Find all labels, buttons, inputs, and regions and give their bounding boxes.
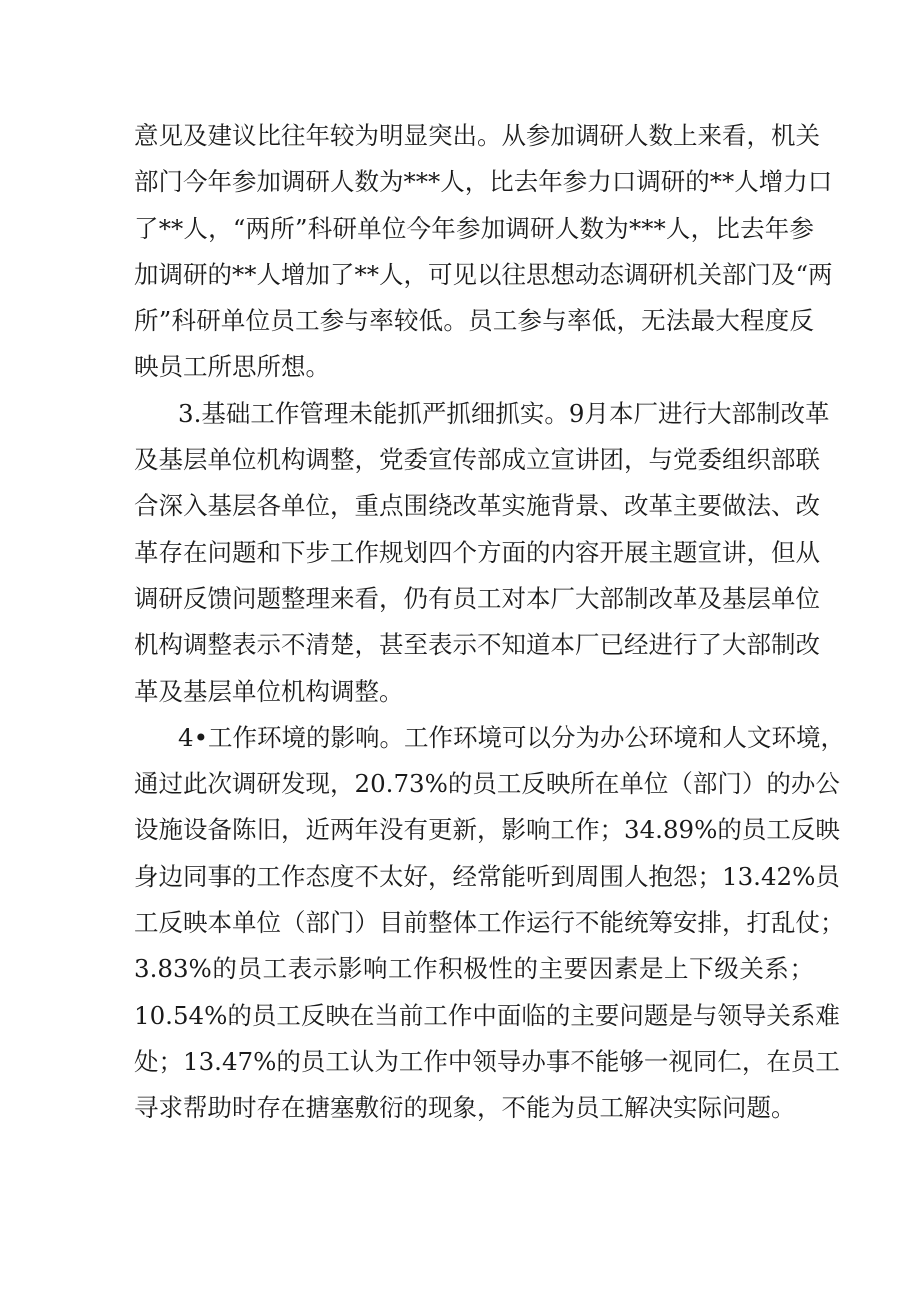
text-line: 通过此次调研发现，20.73%的员工反映所在单位（部门）的办公 — [134, 769, 840, 799]
text-line: 工反映本单位（部门）目前整体工作运行不能统筹安排，打乱仗； — [134, 908, 845, 938]
text-line: 3.基础工作管理未能抓严抓细抓实。9月本厂进行大部制改革 — [178, 398, 830, 428]
text-line: 10.54%的员工反映在当前工作中面临的主要问题是与领导关系难 — [134, 1000, 840, 1030]
text-line: 合深入基层各单位，重点围绕改革实施背景、改革主要做法、改 — [134, 491, 820, 521]
text-line: 3.83%的员工表示影响工作积极性的主要因素是上下级关系； — [134, 954, 814, 984]
text-line: 处；13.47%的员工认为工作中领导办事不能够一视同仁，在员工 — [134, 1046, 840, 1076]
text-line: 革存在问题和下步工作规划四个方面的内容开展主题宣讲，但从 — [134, 537, 820, 567]
document-body — [134, 113, 846, 1132]
text-line: 设施设备陈旧，近两年没有更新，影响工作；34.89%的员工反映 — [134, 815, 840, 845]
text-line: 寻求帮助时存在搪塞敷衍的现象，不能为员工解决实际问题。 — [134, 1093, 796, 1123]
text-line: 革及基层单位机构调整。 — [134, 676, 404, 706]
text-line: 部门今年参加调研人数为***人，比去年参力口调研的**人增力口 — [134, 167, 833, 197]
text-line: 加调研的**人增加了**人，可见以往思想动态调研机关部门及“两 — [134, 259, 833, 289]
text-line: 机构调整表示不清楚，甚至表示不知道本厂已经进行了大部制改 — [134, 630, 820, 660]
text-line: 所”科研单位员工参与率较低。员工参与率低，无法最大程度反 — [134, 306, 814, 336]
text-line: 4•工作环境的影响。工作环境可以分为办公环境和人文环境， — [178, 722, 846, 752]
text-line: 了**人，“两所”科研单位今年参加调研人数为***人，比去年参 — [134, 213, 814, 243]
text-line: 调研反馈问题整理来看，仍有员工对本厂大部制改革及基层单位 — [134, 583, 820, 613]
text-line: 身边同事的工作态度不太好，经常能听到周围人抱怨；13.42%员 — [134, 861, 840, 891]
text-line: 映员工所思所想。 — [134, 352, 330, 382]
text-line: 及基层单位机构调整，党委宣传部成立宣讲团，与党委组织部联 — [134, 445, 820, 475]
text-line: 意见及建议比往年较为明显突出。从参加调研人数上来看，机关 — [134, 121, 820, 150]
